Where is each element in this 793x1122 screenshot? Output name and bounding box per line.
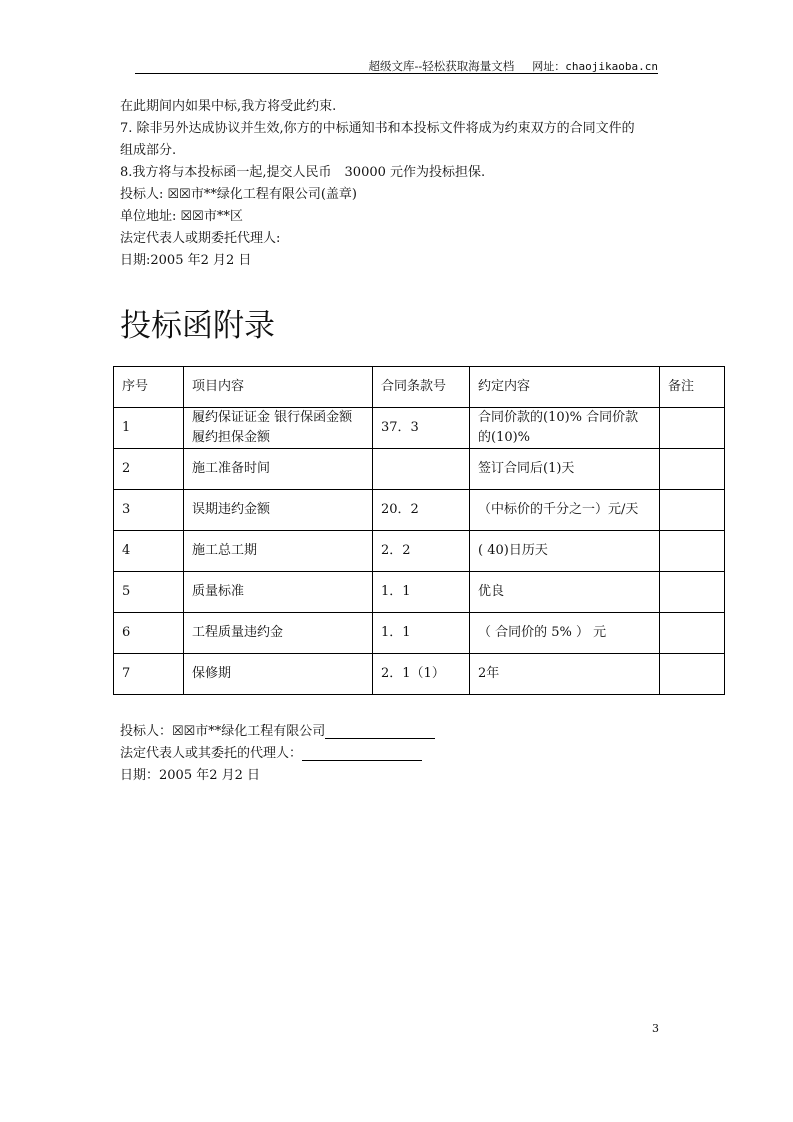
section-title: 投标函附录 [120, 308, 275, 344]
table-cell [660, 613, 725, 654]
table-cell: 2．1（1） [373, 654, 470, 695]
table-cell [660, 572, 725, 613]
table-row [114, 654, 725, 695]
footer-rep-text: 法定代表人或其委托的代理人： [120, 746, 303, 761]
table-cell: 项目内容 [184, 367, 373, 408]
table-cell: 20．2 [373, 490, 470, 531]
table-cell [660, 449, 725, 490]
table-cell: 工程质量违约金 [184, 613, 373, 654]
body-line: 8.我方将与本投标函一起,提交人民币 30000 元作为投标担保. [120, 165, 486, 180]
table-row [114, 531, 725, 572]
table-cell: 1．1 [373, 613, 470, 654]
table-cell [373, 449, 470, 490]
table-cell: 6 [114, 613, 184, 654]
table-cell: 合同价款的(10)% 合同价款的(10)% [470, 408, 660, 449]
footer-bidder [120, 720, 435, 739]
table-cell: 3 [114, 490, 184, 531]
footer-bidder-text: 投标人：☒☒市**绿化工程有限公司 [120, 724, 326, 739]
table-cell [660, 408, 725, 449]
header-title: 超级文库--轻松获取海量文档 [368, 59, 515, 73]
appendix-table [113, 366, 725, 695]
table-cell: 1 [114, 408, 184, 449]
table-cell: （中标价的千分之一）元/天 [470, 490, 660, 531]
body-line: 在此期间内如果中标,我方将受此约束. [120, 99, 337, 114]
table-cell: 备注 [660, 367, 725, 408]
table-cell: 履约保证证金 银行保函金额 履约担保金额 [184, 408, 373, 449]
table-row [114, 449, 725, 490]
table-header-row [114, 367, 725, 408]
table-cell: 施工准备时间 [184, 449, 373, 490]
signature-line [302, 746, 422, 761]
footer-date: 日期：2005 年2 月2 日 [120, 768, 261, 783]
table-cell: 序号 [114, 367, 184, 408]
table-cell: 4 [114, 531, 184, 572]
table-row [114, 613, 725, 654]
header-rule [135, 73, 658, 74]
table-cell: 约定内容 [470, 367, 660, 408]
table-cell [660, 654, 725, 695]
header-site: 网址：chaojikaoba.cn [532, 60, 658, 73]
table-cell: 质量标准 [184, 572, 373, 613]
table-cell: 2．2 [373, 531, 470, 572]
table-row [114, 572, 725, 613]
table-cell: 2年 [470, 654, 660, 695]
table-cell: 2 [114, 449, 184, 490]
table-cell [660, 490, 725, 531]
table-cell: 7 [114, 654, 184, 695]
table-cell: 1．1 [373, 572, 470, 613]
table-cell: 保修期 [184, 654, 373, 695]
page-header [369, 58, 659, 74]
table-cell: 37．3 [373, 408, 470, 449]
body-line: 日期:2005 年2 月2 日 [120, 253, 252, 268]
table-row [114, 490, 725, 531]
table-cell: （ 合同价的 5% ） 元 [470, 613, 660, 654]
table-cell: 签订合同后(1)天 [470, 449, 660, 490]
body-line: 单位地址: ☒☒市**区 [120, 209, 243, 224]
table-cell: 误期违约金额 [184, 490, 373, 531]
signature-line [325, 724, 435, 739]
body-line: 组成部分. [120, 143, 177, 158]
body-line: 法定代表人或期委托代理人: [120, 231, 281, 246]
body-line: 7. 除非另外达成协议并生效,你方的中标通知书和本投标文件将成为约束双方的合同文件的 [120, 121, 635, 136]
body-line: 投标人: ☒☒市**绿化工程有限公司(盖章) [120, 187, 357, 202]
table-cell: ( 40)日历天 [470, 531, 660, 572]
table-cell: 优良 [470, 572, 660, 613]
footer-rep [120, 742, 422, 761]
table-cell [660, 531, 725, 572]
table-cell: 5 [114, 572, 184, 613]
table-cell: 施工总工期 [184, 531, 373, 572]
page-number: 3 [652, 1022, 659, 1035]
table-cell: 合同条款号 [373, 367, 470, 408]
table-row [114, 408, 725, 449]
